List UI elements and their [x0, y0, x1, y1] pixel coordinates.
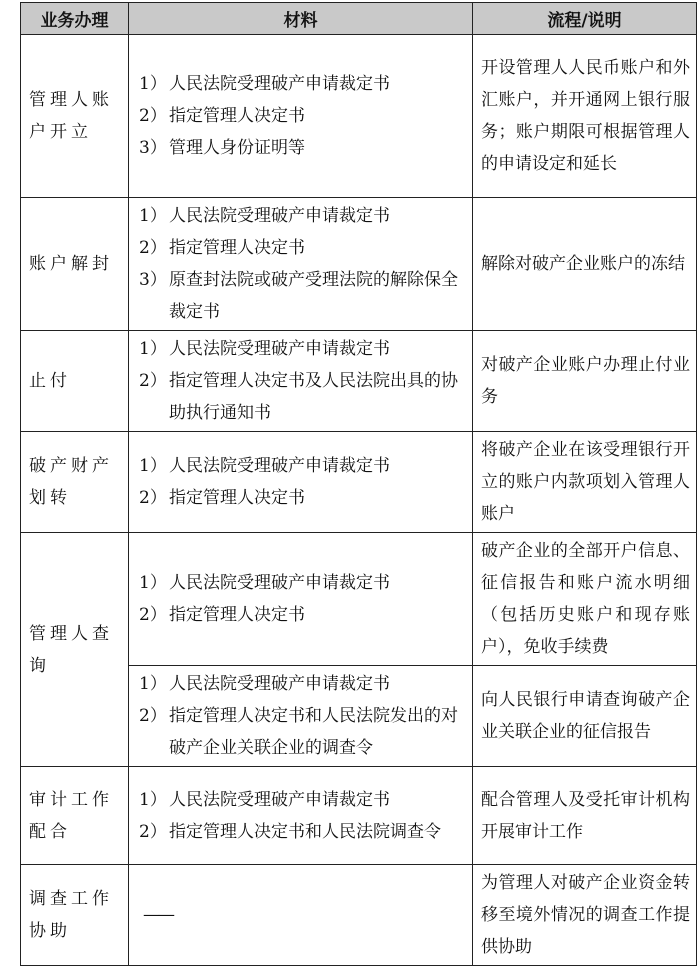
- material-item: 2） 指定管理人决定书: [139, 488, 305, 508]
- process-cell: 向人民银行申请查询破产企业关联企业的征信报告: [473, 666, 697, 767]
- material-item: 2） 指定管理人决定书: [139, 605, 305, 625]
- process-cell: 将破产企业在该受理银行开立的账户内款项划入管理人账户: [473, 432, 697, 533]
- table-row: [21, 35, 697, 198]
- material-item: 2） 指定管理人决定书: [139, 106, 305, 126]
- table-row: [21, 432, 697, 533]
- process-cell: 解除对破产企业账户的冻结: [473, 198, 697, 331]
- process-cell: 配合管理人及受托审计机构开展审计工作: [473, 767, 697, 865]
- material-item: 2） 指定管理人决定书: [139, 238, 305, 258]
- process-cell: 为管理人对破产企业资金转移至境外情况的调查工作提供协助: [473, 865, 697, 966]
- service-cell: 调查工作协助: [21, 865, 129, 966]
- table-row: [21, 767, 697, 865]
- service-cell: 止付: [21, 331, 129, 432]
- materials-cell: [129, 35, 473, 198]
- process-cell: 对破产企业账户办理止付业务: [473, 331, 697, 432]
- service-cell: 管理人查询: [21, 533, 129, 767]
- material-item: 1） 人民法院受理破产申请裁定书: [139, 456, 390, 476]
- table-row: [21, 865, 697, 966]
- business-table: [20, 2, 697, 966]
- materials-cell: [129, 767, 473, 865]
- empty-dash: ——: [143, 905, 173, 925]
- material-item: 1） 人民法院受理破产申请裁定书: [139, 674, 390, 694]
- material-item: 3） 管理人身份证明等: [139, 138, 305, 158]
- service-cell: 审计工作配合: [21, 767, 129, 865]
- table-row: [21, 198, 697, 331]
- material-item: 1） 人民法院受理破产申请裁定书: [139, 206, 390, 226]
- header-row: [21, 3, 697, 35]
- service-cell: 管理人账户开立: [21, 35, 129, 198]
- header-service: 业务办理: [21, 3, 129, 35]
- material-item: 1） 人民法院受理破产申请裁定书: [139, 573, 390, 593]
- materials-cell: [129, 865, 473, 966]
- service-cell: 破产财产划转: [21, 432, 129, 533]
- table-row: [21, 533, 697, 666]
- material-item: 2） 指定管理人决定书和人民法院调查令: [139, 821, 441, 842]
- materials-cell: [129, 198, 473, 331]
- material-item: 2） 指定管理人决定书及人民法院出具的协助执行通知书: [139, 371, 458, 423]
- material-item: 1） 人民法院受理破产申请裁定书: [139, 789, 390, 810]
- materials-cell: [129, 666, 473, 767]
- materials-cell: [129, 432, 473, 533]
- material-item: 2） 指定管理人决定书和人民法院发出的对破产企业关联企业的调查令: [139, 706, 458, 758]
- header-process: 流程/说明: [473, 3, 697, 35]
- material-item: 1） 人民法院受理破产申请裁定书: [139, 339, 390, 359]
- materials-cell: [129, 533, 473, 666]
- process-cell: 破产企业的全部开户信息、征信报告和账户流水明细（包括历史账户和现存账户），免收手续费: [473, 533, 697, 666]
- materials-cell: [129, 331, 473, 432]
- header-materials: 材料: [129, 3, 473, 35]
- material-item: 1） 人民法院受理破产申请裁定书: [139, 74, 390, 94]
- material-item: 3） 原查封法院或破产受理法院的解除保全裁定书: [139, 270, 458, 322]
- table-row: [21, 331, 697, 432]
- service-cell: 账户解封: [21, 198, 129, 331]
- process-cell: 开设管理人人民币账户和外汇账户，并开通网上银行服务；账户期限可根据管理人的申请设定和延长: [473, 35, 697, 198]
